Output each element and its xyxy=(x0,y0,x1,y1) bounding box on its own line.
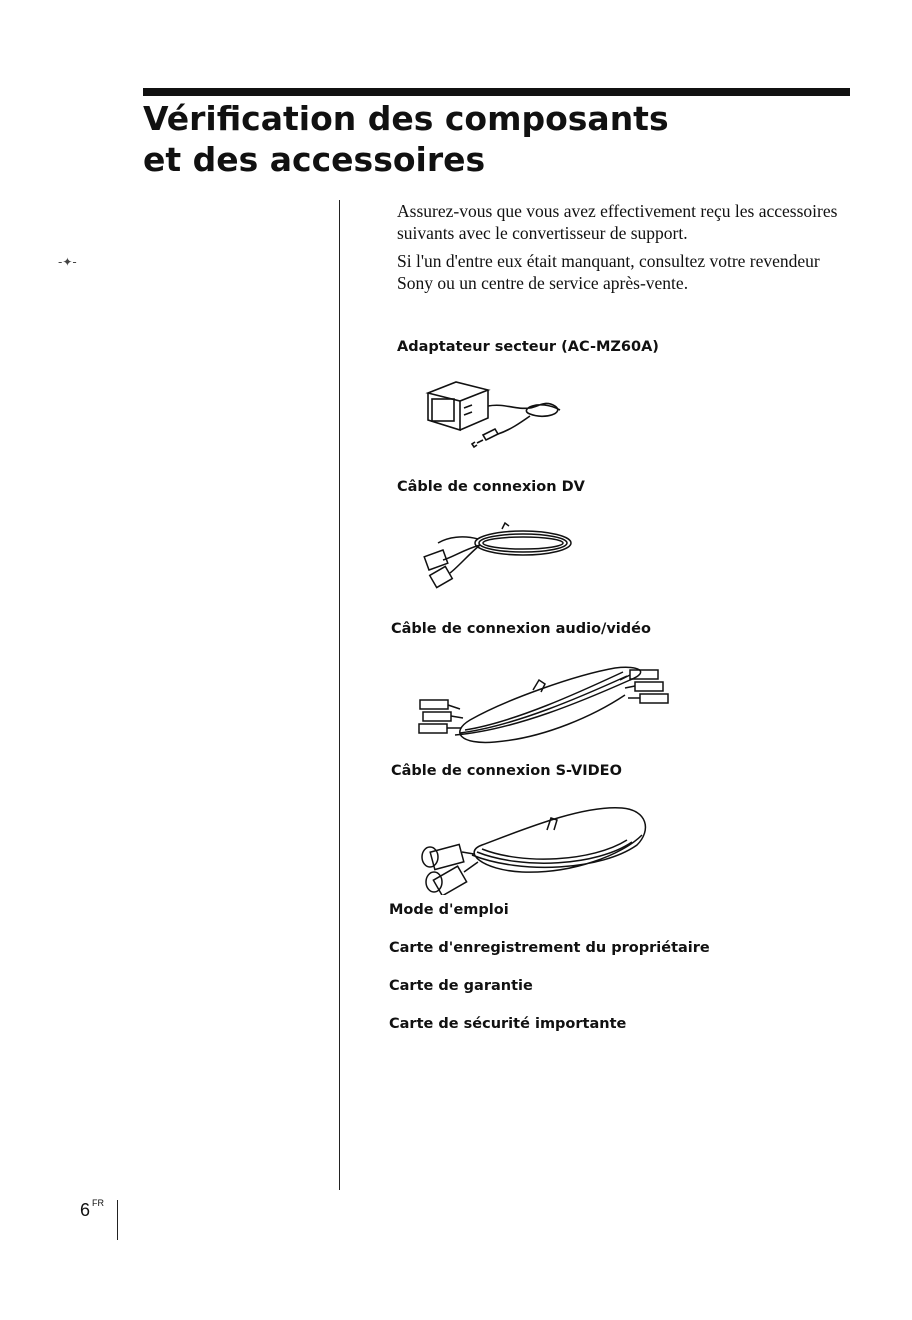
dv-cable-illustration xyxy=(418,515,578,600)
svideo-cable-illustration xyxy=(412,800,657,895)
item-ac-adapter: Adaptateur secteur (AC-MZ60A) xyxy=(397,339,659,355)
page-number-rule xyxy=(117,1200,118,1240)
column-divider xyxy=(339,200,340,1190)
title-line-1: Vérification des composants xyxy=(143,99,669,138)
page-language: FR xyxy=(92,1198,105,1208)
page-number xyxy=(80,1200,104,1221)
title-rule xyxy=(143,88,850,96)
title-line-2: et des accessoires xyxy=(143,140,486,179)
item-svideo-cable: Câble de connexion S-VIDEO xyxy=(391,763,622,779)
intro-paragraph-1: Assurez-vous que vous avez effectivement reçu les accessoires suivants avec le convertisseur de support. xyxy=(397,201,838,243)
page-title xyxy=(143,98,669,180)
ac-adapter-illustration xyxy=(420,368,570,453)
item-warranty-card: Carte de garantie xyxy=(389,978,533,994)
item-owner-registration-card: Carte d'enregistrement du propriétaire xyxy=(389,940,710,956)
item-safety-card: Carte de sécurité importante xyxy=(389,1016,627,1032)
item-av-cable: Câble de connexion audio/vidéo xyxy=(391,621,651,637)
page-number-value: 6 xyxy=(80,1200,91,1220)
item-manual: Mode d'emploi xyxy=(389,902,509,918)
intro-text xyxy=(397,200,847,300)
intro-paragraph-2: Si l'un d'entre eux était manquant, consultez votre revendeur Sony ou un centre de service après-vente. xyxy=(397,251,820,293)
av-cable-illustration xyxy=(415,660,680,750)
registration-mark: -✦- xyxy=(58,255,77,269)
item-dv-cable: Câble de connexion DV xyxy=(397,479,585,495)
